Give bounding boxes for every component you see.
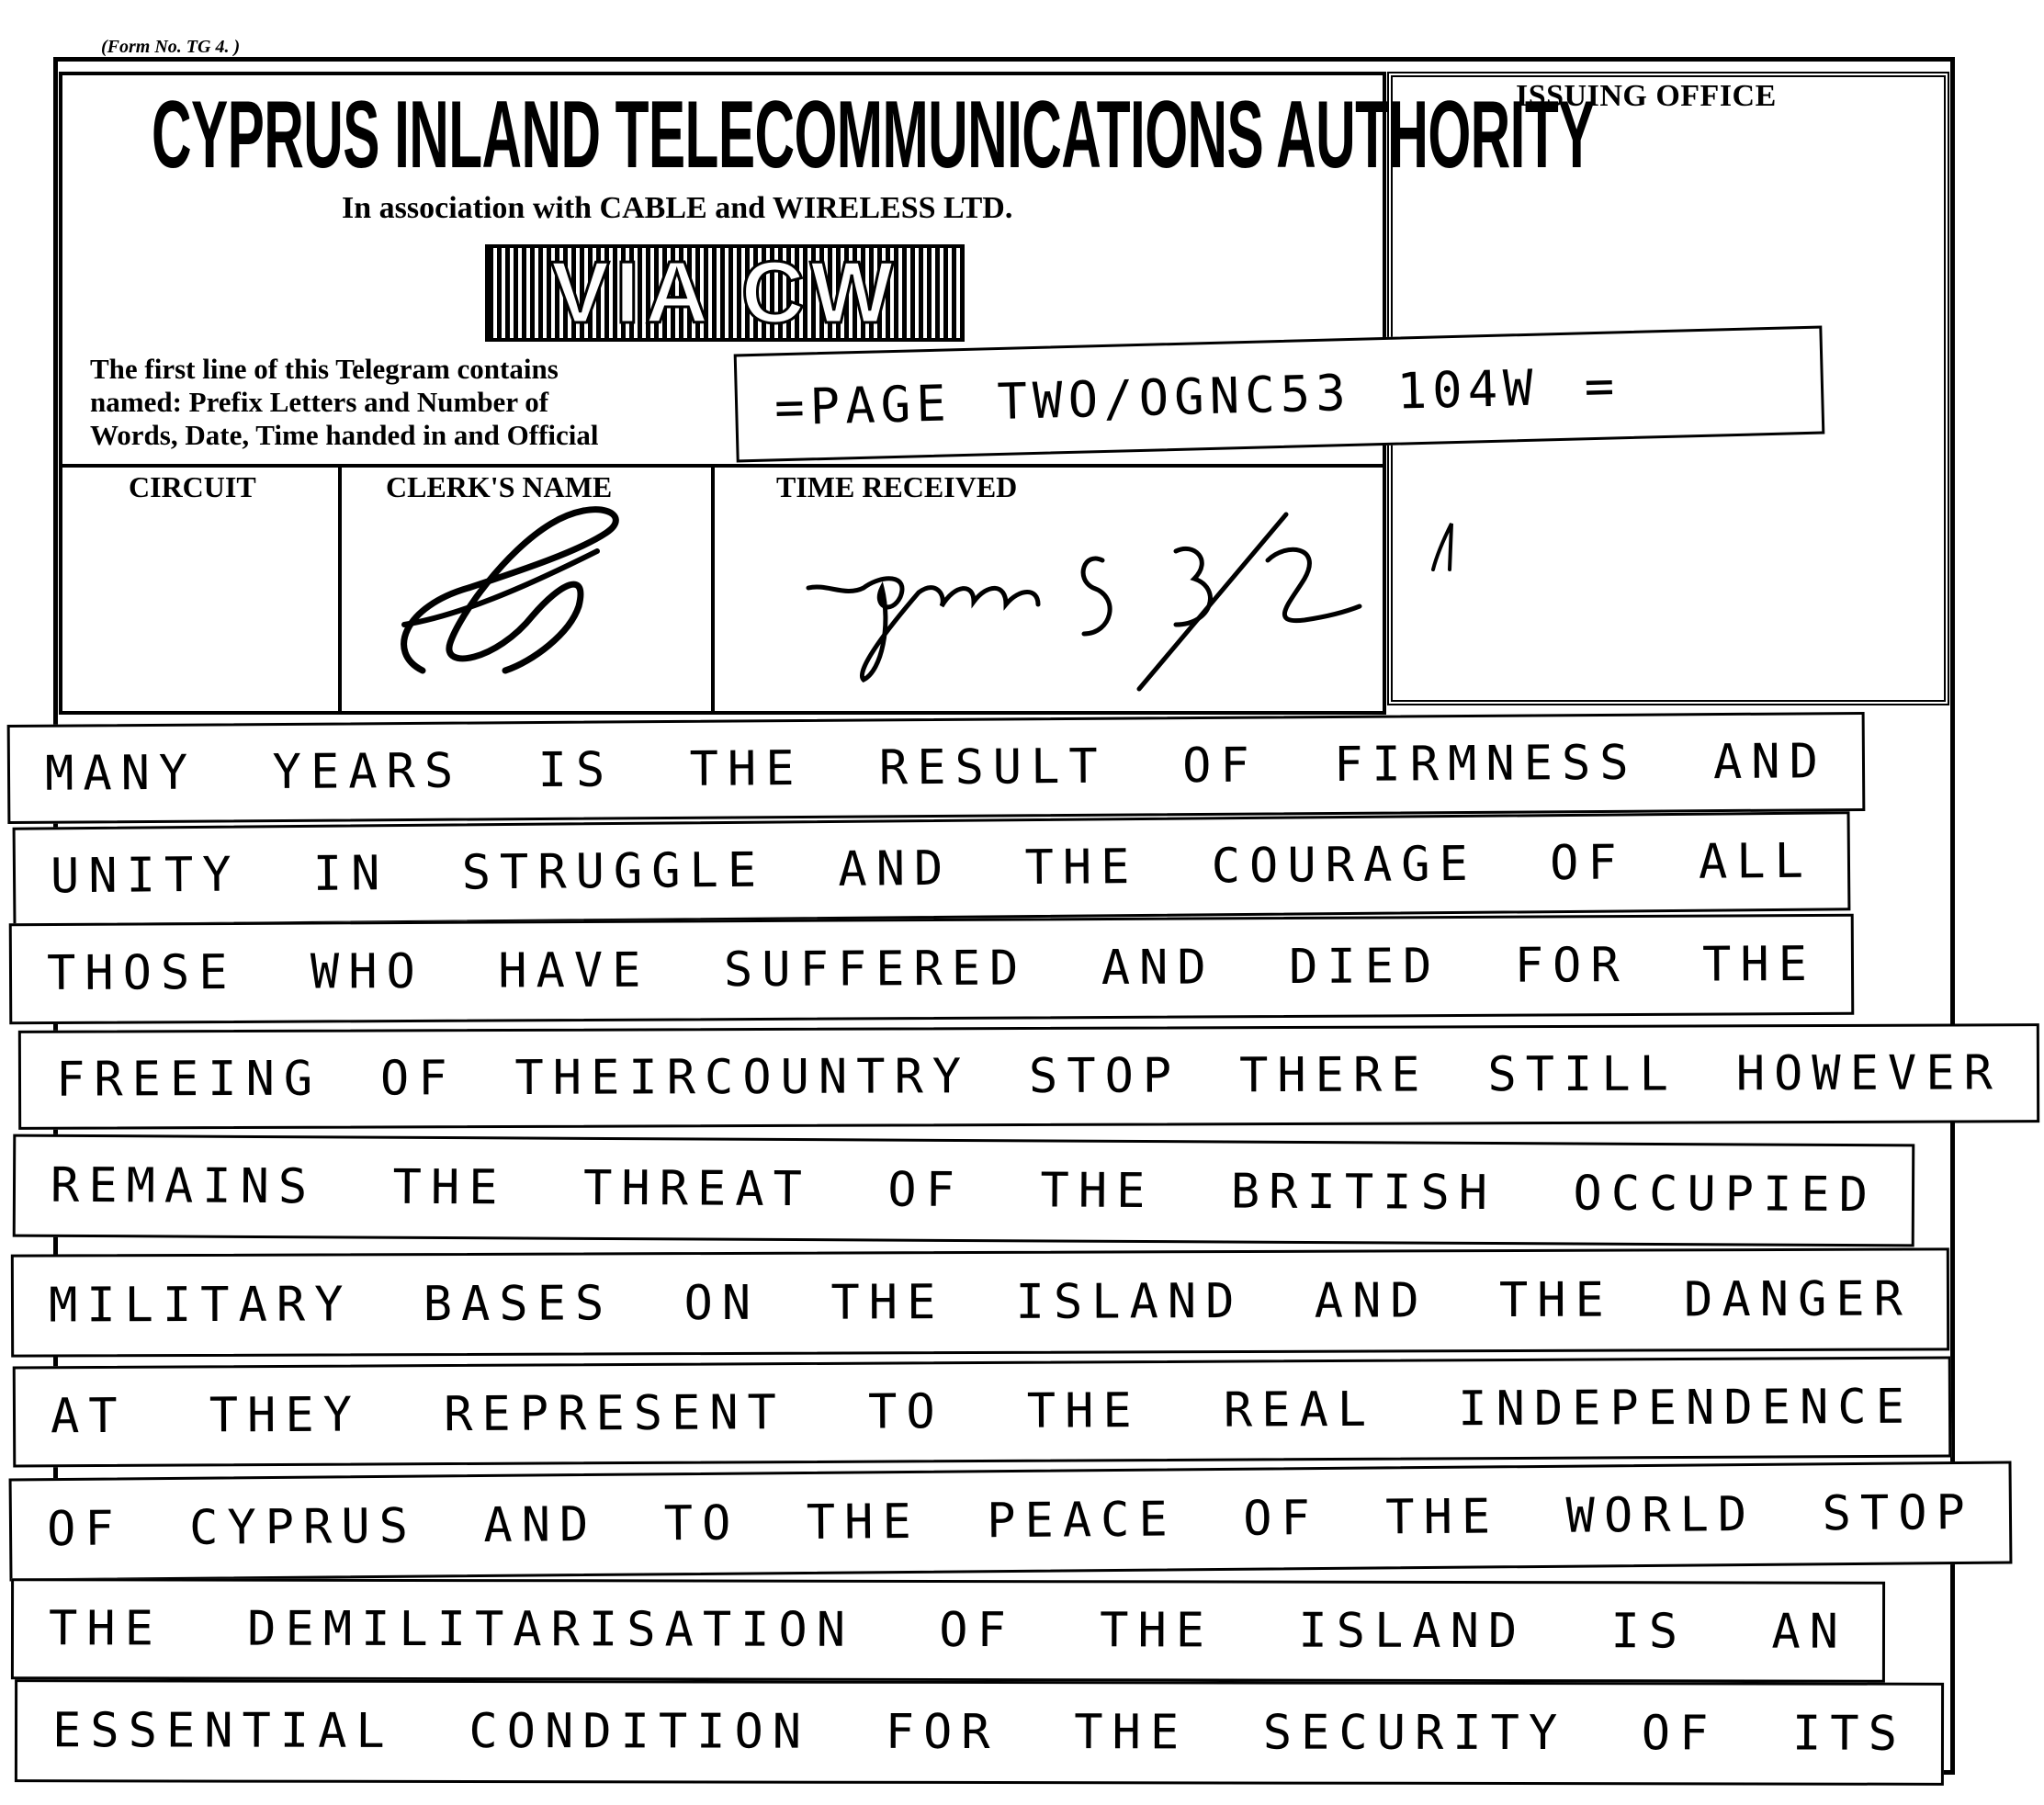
message-strip [18, 1023, 2039, 1130]
message-strip [13, 811, 1851, 926]
message-word: STOP [1028, 1048, 1181, 1104]
message-word: STILL [1487, 1046, 1678, 1103]
message-word: OF [379, 1051, 457, 1107]
message-word: THEIRCOUNTRY [514, 1049, 971, 1106]
message-word: IS [1610, 1604, 1688, 1660]
message-word: ISLAND [1298, 1603, 1527, 1660]
message-word: HOWEVER [1735, 1045, 2003, 1102]
message-word: ISLAND [1015, 1274, 1244, 1330]
message-word: TO [663, 1495, 740, 1552]
message-word: AND [1712, 734, 1828, 791]
message-word: THE [1026, 1383, 1141, 1439]
message-word: THEY [209, 1387, 362, 1444]
message-word: THE [806, 1494, 921, 1551]
message-word: DIED [1288, 939, 1441, 995]
time-received-label: TIME RECEIVED [776, 470, 1018, 503]
message-strip [11, 1578, 1885, 1683]
message-word: ALL [1698, 833, 1813, 890]
message-word: IS [537, 742, 615, 799]
message-word: AN [1771, 1604, 1848, 1660]
message-word: ESSENTIAL [51, 1703, 394, 1759]
info-line: Words, Date, Time handed in and Official [90, 419, 599, 451]
message-word: REMAINS [50, 1157, 317, 1215]
message-word: UNITY [50, 847, 241, 905]
authority-title: CYPRUS INLAND TELECOMMUNICATIONS AUTHORITY [152, 82, 1595, 188]
message-word: OF [887, 1162, 965, 1218]
page-prefix: =PAGE [774, 373, 953, 436]
message-word: WORLD [1565, 1486, 1756, 1544]
message-word: OF [939, 1602, 1016, 1659]
page-reference: TWO/OGNC53 [996, 363, 1352, 431]
message-word: THE [1024, 840, 1139, 897]
message-word: DEMILITARISATION [247, 1601, 855, 1658]
message-word: ITS [1791, 1706, 1906, 1762]
message-word: OF [1641, 1706, 1718, 1762]
message-word: OF [1549, 835, 1626, 892]
message-word: THE [689, 741, 804, 797]
message-word: FREEING [55, 1051, 322, 1108]
time-received-handwriting [790, 496, 1488, 698]
page-suffix: = [1583, 355, 1621, 415]
message-word: YEARS [272, 743, 463, 801]
logo-text: VIA CW [550, 243, 899, 342]
message-word: RESULT [878, 739, 1107, 796]
message-word: WHO [310, 943, 425, 1000]
message-word: THERE [1238, 1047, 1429, 1104]
circuit-label: CIRCUIT [129, 470, 256, 503]
message-word: AND [838, 840, 953, 897]
message-word: THE [1100, 1603, 1214, 1659]
info-line: named: Prefix Letters and Number of [90, 386, 549, 418]
message-word: TO [867, 1384, 944, 1440]
message-word: THE [1074, 1705, 1189, 1761]
field-row-divider [59, 464, 1386, 468]
message-word: STRUGGLE [461, 842, 766, 901]
message-word: AND [483, 1496, 598, 1554]
message-word: THE [1498, 1272, 1613, 1329]
message-strip [13, 1356, 1952, 1467]
association-line: In association with CABLE and WIRELESS LTD. [342, 191, 1013, 225]
message-word: SUFFERED [723, 941, 1028, 998]
message-word: OCCUPIED [1573, 1166, 1878, 1224]
message-word: CYPRUS [188, 1498, 418, 1556]
issuing-office-label: ISSUING OFFICE [1516, 79, 1777, 113]
info-text [90, 353, 751, 454]
form-number: (Form No. TG 4. ) [101, 37, 241, 57]
message-word: BASES [423, 1276, 614, 1333]
message-word: PEACE [986, 1492, 1178, 1550]
clerk-signature [367, 496, 661, 698]
message-strip [13, 1134, 1915, 1247]
message-word: THOSE [46, 944, 237, 1002]
via-cw-logo [485, 244, 965, 342]
clerk-name-label: CLERK'S NAME [386, 470, 613, 503]
message-word: THE [830, 1275, 945, 1331]
message-word: THREAT [582, 1160, 812, 1218]
message-word: IN [312, 846, 390, 902]
message-word: FIRMNESS [1333, 735, 1638, 793]
message-word: COURAGE [1211, 836, 1478, 895]
message-strip [11, 1247, 1949, 1357]
message-word: AT [50, 1388, 127, 1445]
message-word: REPRESENT [443, 1385, 786, 1443]
message-word: FOR [1514, 938, 1629, 994]
word-count: 104W [1395, 358, 1540, 421]
message-word: AND [1101, 940, 1215, 997]
message-word: THE [48, 1601, 163, 1657]
message-strip [9, 1461, 2013, 1581]
info-line: The first line of this Telegram contains [90, 353, 559, 385]
message-word: STOP [1822, 1484, 1975, 1542]
message-word: REAL [1223, 1382, 1376, 1438]
message-word: MANY [44, 745, 198, 802]
message-word: MILITARY [48, 1277, 353, 1334]
message-word: BRITISH [1230, 1164, 1497, 1222]
message-word: THE [1701, 936, 1817, 993]
message-word: OF [1242, 1491, 1320, 1547]
message-word: AND [1314, 1273, 1429, 1329]
message-word: OF [1181, 738, 1259, 795]
column-divider [338, 464, 342, 714]
message-word: ON [683, 1275, 761, 1332]
message-word: THE [1385, 1489, 1500, 1546]
message-strip [15, 1679, 1944, 1786]
column-divider [711, 464, 715, 714]
message-word: SECURITY [1262, 1705, 1567, 1762]
message-word: DANGER [1683, 1271, 1913, 1328]
message-word: FOR [885, 1704, 999, 1761]
message-strip [7, 712, 1866, 824]
message-word: HAVE [498, 942, 650, 999]
message-word: INDEPENDENCE [1458, 1379, 1914, 1438]
message-strip [9, 914, 1855, 1025]
message-word: CONDITION [469, 1704, 811, 1760]
message-word: THE [392, 1159, 507, 1216]
message-word: THE [1040, 1163, 1155, 1220]
message-word: OF [46, 1501, 123, 1558]
